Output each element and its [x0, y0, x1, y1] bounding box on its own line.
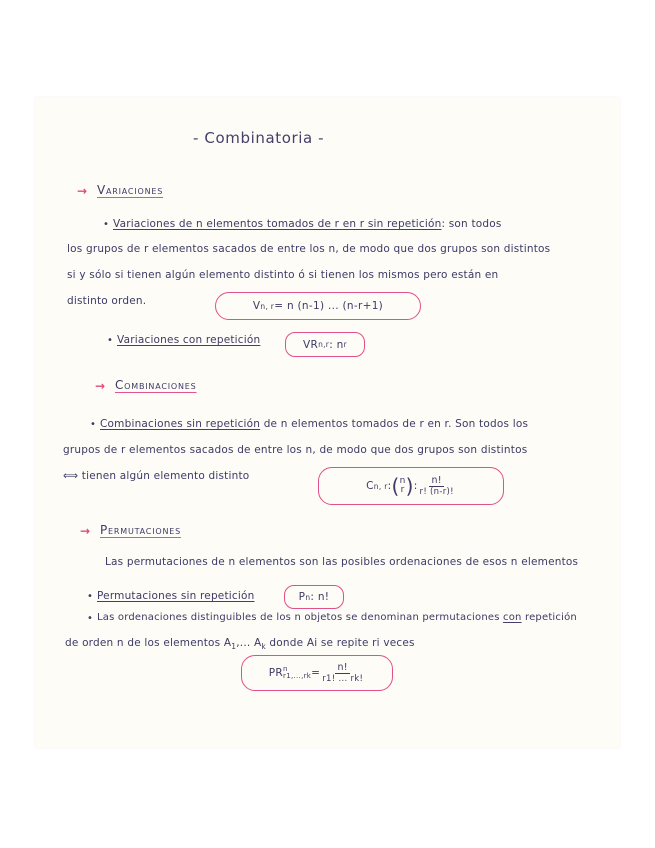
- formula-expression: : n: [329, 338, 344, 351]
- formula-equals: =: [311, 667, 321, 679]
- fraction-numerator: n!: [337, 661, 348, 673]
- bullet-icon: •: [90, 419, 97, 430]
- variaciones-bullet1-lead: Variaciones de n elementos tomados de r en r sin repetición: [113, 218, 442, 230]
- permutaciones-bullet1: Permutaciones sin repetición: [97, 590, 255, 602]
- formula-subscript: n,r: [318, 340, 330, 349]
- bullet-icon: •: [103, 219, 110, 230]
- combinaciones-bullet1-lead: Combinaciones sin repetición: [100, 418, 261, 430]
- formula-equals: :: [413, 480, 418, 492]
- paren-left: (: [391, 474, 400, 498]
- formula-superscript: r: [343, 340, 348, 349]
- subscript: k: [261, 642, 266, 652]
- bullet-icon: •: [87, 591, 94, 602]
- combinaciones-bullet1-rest: de n elementos tomados de r en r. Son todos los: [260, 418, 529, 430]
- permutaciones-line3-text2: ,... A: [236, 637, 262, 649]
- formula-subscript: r1,...,rk: [283, 672, 312, 680]
- variaciones-line2: los grupos de r elementos sacados de entre los n, de modo que dos grupos son distintos: [67, 243, 551, 255]
- formula-equals: :: [387, 480, 392, 492]
- notebook-page: [35, 97, 620, 748]
- formula-symbol: V: [252, 300, 261, 312]
- variaciones-bullet1-rest: : son todos: [441, 218, 502, 230]
- formula-permutaciones: [284, 585, 344, 609]
- fraction: [420, 476, 454, 497]
- formula-symbol: P: [298, 591, 306, 603]
- formula-variaciones: [215, 292, 421, 320]
- heading-variaciones: Variaciones: [97, 183, 164, 197]
- permutaciones-line1: Las permutaciones de n elementos son las posibles ordenaciones de esos n elementos: [105, 556, 579, 568]
- heading-combinaciones: Combinaciones: [115, 378, 197, 392]
- variaciones-bullet1: [113, 218, 502, 230]
- binomial-bottom: r: [400, 485, 405, 495]
- variaciones-line4: distinto orden.: [67, 295, 147, 307]
- formula-combinaciones: [318, 467, 504, 505]
- permutaciones-bullet2-end: repetición: [521, 612, 577, 623]
- bullet-icon: •: [107, 335, 114, 346]
- subscript: 1: [231, 642, 237, 652]
- permutaciones-bullet2: [97, 612, 577, 623]
- fraction-denominator: r1! ... rk!: [322, 674, 364, 684]
- formula-permutaciones-repeticion: [241, 655, 393, 691]
- combinaciones-line2: grupos de r elementos sacados de entre los n, de modo que dos grupos son distintos: [63, 444, 528, 456]
- fraction-numerator: n!: [431, 474, 442, 486]
- permutaciones-bullet2-text: Las ordenaciones distinguibles de los n objetos se denominan permutaciones: [97, 612, 504, 623]
- formula-symbol: C: [366, 480, 374, 492]
- formula-subscript: n: [305, 592, 311, 602]
- variaciones-line3: si y sólo si tienen algún elemento distinto ó si tienen los mismos pero están en: [67, 269, 499, 281]
- combinaciones-line3: ⟺ tienen algún elemento distinto: [63, 470, 250, 482]
- fraction-denominator: r! (n-r)!: [419, 487, 454, 497]
- permutaciones-line3: [65, 637, 415, 651]
- arrow-right-icon: →: [80, 524, 91, 538]
- arrow-right-icon: →: [95, 379, 106, 393]
- formula-expression: : n!: [310, 591, 330, 603]
- bullet-icon: •: [87, 613, 94, 624]
- permutaciones-line3-text3: donde Ai se repite ri veces: [265, 637, 415, 649]
- formula-expression: = n (n-1) ... (n-r+1): [274, 300, 384, 312]
- heading-permutaciones: Permutaciones: [100, 523, 181, 537]
- formula-symbol: VR: [302, 338, 319, 351]
- arrow-right-icon: →: [77, 184, 88, 198]
- permutaciones-line3-text: de orden n de los elementos A: [65, 637, 232, 649]
- fraction: [322, 663, 363, 684]
- permutaciones-bullet2-con: con: [503, 612, 522, 623]
- formula-subscript: n, r: [373, 481, 388, 491]
- formula-superscript: n: [283, 665, 288, 673]
- formula-variaciones-repeticion: [285, 332, 365, 357]
- page-title: - Combinatoria -: [193, 129, 325, 147]
- binomial-top: n: [399, 475, 406, 486]
- variaciones-bullet2: Variaciones con repetición: [117, 334, 261, 346]
- paren-right: ): [405, 474, 414, 498]
- combinaciones-bullet1: [100, 418, 528, 430]
- formula-symbol: PR: [268, 667, 284, 679]
- formula-subscript: n, r: [260, 301, 275, 311]
- formula-indices: [283, 666, 311, 680]
